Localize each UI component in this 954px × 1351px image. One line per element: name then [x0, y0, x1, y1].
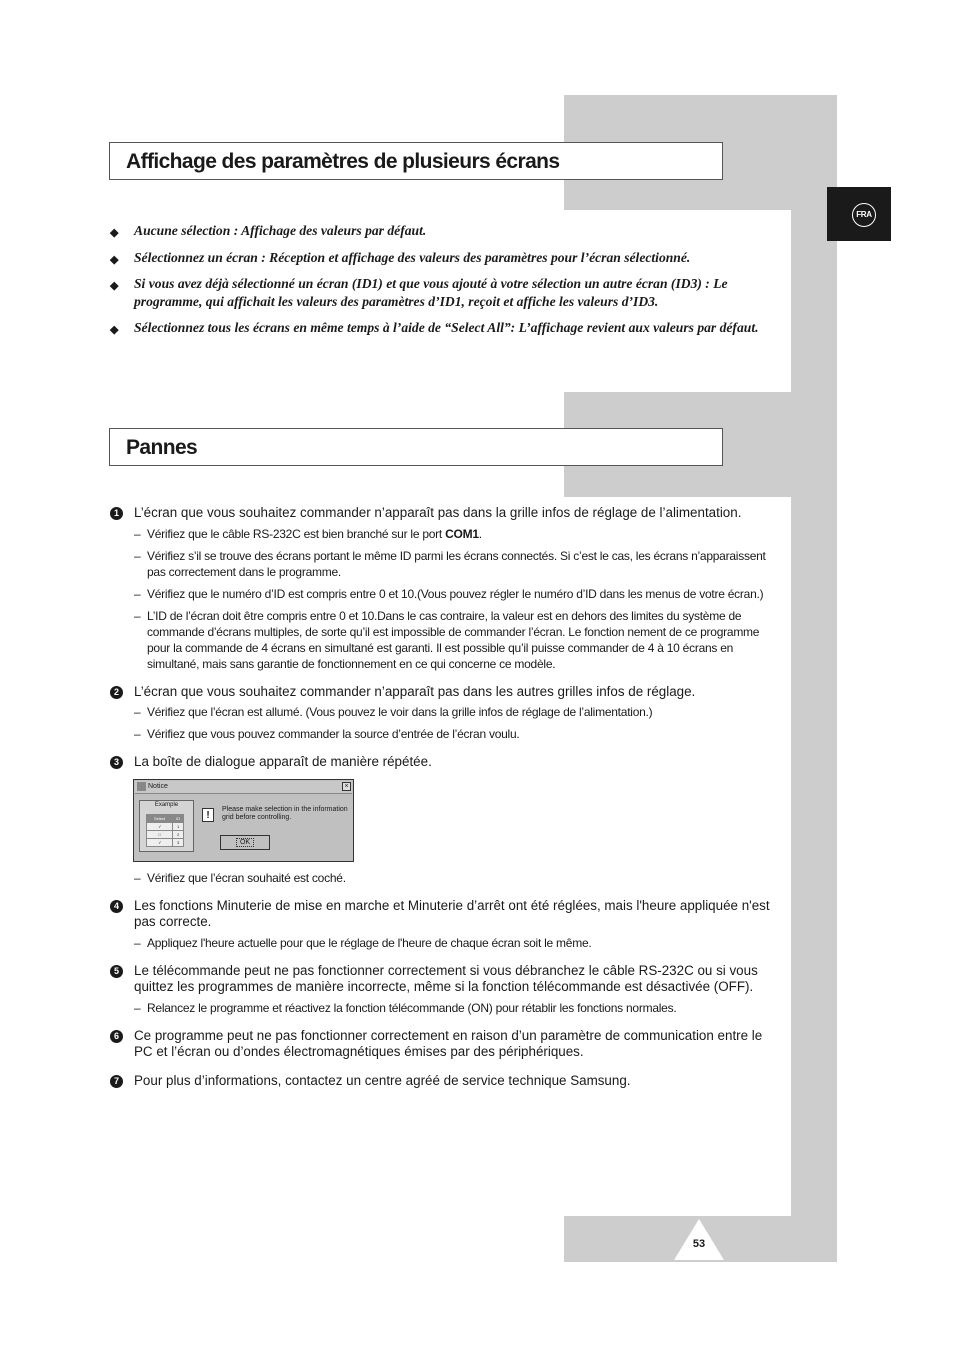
fault-sub-item: [134, 526, 770, 542]
fault-item: [110, 1073, 770, 1090]
display-bullet-item: [110, 222, 765, 240]
faults-list: [110, 505, 770, 1101]
warning-icon: !: [202, 808, 214, 822]
dash-bullet: –: [134, 705, 141, 719]
diamond-bullet-icon: ◆: [110, 324, 119, 336]
diamond-bullet-icon: ◆: [110, 280, 119, 292]
fault-sub-text: L’ID de l’écran doit être compris entre 0 et 10.Dans le cas contraire, la valeur est en dehors des limites du système de commande d’écrans multiples, de sorte qu’il est impossible de commander l’écran. Le fonction nement de ce programme pour la commande de 4 écrans en simultané est garanti. Il est possible qu’il puisse commander de 4 à 10 écrans en simultané, mais sans garantie de fonctionnement en ce qui concerne ce modèle.: [147, 608, 760, 671]
fault-number-badge: 5: [110, 965, 123, 978]
fault-sub-text: Appliquez l'heure actuelle pour que le réglage de l'heure de chaque écran soit le même.: [147, 935, 592, 950]
fault-sub-item: [134, 726, 770, 742]
dash-bullet: –: [134, 870, 141, 885]
fault-item: [110, 684, 770, 743]
fault-sub-list: [134, 704, 770, 742]
grid-cell: 3: [173, 838, 184, 846]
section-title-faults: Pannes: [109, 428, 723, 466]
display-bullet-text: Si vous avez déjà sélectionné un écran (ID1) et que vous ajouté à votre sélection un autre écran (ID3) : Le programme, qui affichait les valeurs des paramètres d’ID1, reçoit et affiche les valeurs d’ID3.: [134, 276, 728, 309]
fault-sub-list: [134, 526, 770, 672]
fault-item: [110, 1028, 770, 1061]
fault-sub-item: [134, 704, 770, 720]
fault-item: [110, 754, 770, 886]
fault-sub-text: Vérifiez que l’écran est allumé. (Vous pouvez le voir dans la grille infos de réglage de l’alimentation.): [147, 705, 653, 719]
fault-text: La boîte de dialogue apparaît de manière répétée.: [134, 754, 432, 769]
dialog-title: Notice: [148, 782, 168, 790]
fault-text: L’écran que vous souhaitez commander n’apparaît pas dans les autres grilles infos de réglage.: [134, 683, 696, 699]
close-icon[interactable]: ×: [342, 782, 351, 791]
fault-number-badge: 2: [110, 686, 123, 699]
grid-cell: 1: [173, 822, 184, 830]
diamond-bullet-icon: ◆: [110, 253, 119, 266]
fault-sub-item: [134, 608, 770, 672]
dialog-titlebar: [135, 781, 352, 794]
display-bullet-item: [110, 249, 765, 267]
example-grid-panel: [139, 800, 194, 852]
display-bullet-text: Sélectionnez un écran : Réception et affichage des valeurs des paramètres pour l’écran sélectionné.: [134, 249, 691, 265]
fault-sub-item: [134, 586, 770, 602]
fault-sub-text: Vérifiez que l’écran souhaité est coché.: [147, 870, 346, 885]
grid-cell: √: [147, 838, 173, 846]
dash-bullet: –: [134, 586, 141, 601]
fault-sub-text: Vérifiez que vous pouvez commander la source d’entrée de l’écran voulu.: [147, 727, 520, 741]
page-number: 53: [692, 1238, 706, 1250]
fault-text: L’écran que vous souhaitez commander n’apparaît pas dans la grille infos de réglage de l’alimentation.: [134, 505, 742, 520]
display-bullet-text: Aucune sélection : Affichage des valeurs par défaut.: [134, 223, 427, 238]
dash-bullet: –: [134, 526, 141, 541]
grid-row: [147, 838, 184, 846]
display-bullet-item: [110, 275, 765, 310]
ok-button[interactable]: [220, 835, 270, 850]
grid-cell: □: [147, 830, 173, 838]
diamond-bullet-icon: ◆: [110, 227, 119, 239]
fault-item: [110, 505, 770, 672]
grid-row: [147, 830, 184, 838]
example-label: Example: [154, 801, 179, 808]
fault-sub-text: Vérifiez s’il se trouve des écrans portant le même ID parmi les écrans connectés. Si c’est le cas, les écrans n’apparaissent pas correctement dans le programme.: [147, 548, 766, 579]
fault-item: [110, 963, 770, 1016]
notice-dialog-screenshot: [133, 779, 354, 862]
dash-bullet: –: [134, 1000, 141, 1015]
fault-sub-text: Vérifiez que le câble RS-232C est bien branché sur le port COM1.: [147, 526, 482, 541]
grid-cell: √: [147, 822, 173, 830]
fault-sub-text: Relancez le programme et réactivez la fonction télécommande (ON) pour rétablir les fonctions normales.: [147, 1000, 677, 1015]
section-title-display: Affichage des paramètres de plusieurs écrans: [109, 142, 723, 180]
fault-sub-list: [134, 870, 770, 886]
fault-sub-item: [134, 548, 770, 580]
fault-text: Les fonctions Minuterie de mise en marche et Minuterie d’arrêt ont été réglées, mais l'heure appliquée n'est pas correcte.: [134, 897, 770, 929]
window-icon: [137, 782, 146, 791]
dash-bullet: –: [134, 935, 141, 950]
fault-text: Pour plus d’informations, contactez un centre agréé de service technique Samsung.: [134, 1072, 631, 1088]
fault-text: Ce programme peut ne pas fonctionner correctement en raison d’un paramètre de communication entre le PC et l’écran ou d’ondes électromagnétiques émises par des périphériques.: [134, 1027, 763, 1059]
fault-sub-text: Vérifiez que le numéro d’ID est compris entre 0 et 10.(Vous pouvez régler le numéro d’ID dans les menus de votre écran.): [147, 586, 764, 601]
fault-number-badge: 7: [110, 1075, 123, 1088]
language-badge: FRA: [852, 203, 876, 227]
fault-text: Le télécommande peut ne pas fonctionner correctement si vous débranchez le câble RS-232C ou si vous quittez les programmes de manière incorrecte, même si la fonction télécommande est désactivée (OFF).: [134, 962, 758, 994]
fault-sub-item: [134, 1000, 770, 1016]
fault-number-badge: 6: [110, 1030, 123, 1043]
dash-bullet: –: [134, 548, 141, 563]
display-bullet-list: [110, 222, 765, 346]
fault-sub-item: [134, 870, 770, 886]
fault-sub-item: [134, 935, 770, 951]
ok-button-label: OK: [236, 838, 254, 847]
grid-header-cell: Select: [147, 814, 173, 822]
dash-bullet: –: [134, 727, 141, 741]
dialog-message: Please make selection in the information grid before controlling.: [222, 805, 348, 821]
fault-item: [110, 898, 770, 951]
display-bullet-item: [110, 319, 765, 337]
fault-sub-list: [134, 935, 770, 951]
fault-sub-list: [134, 1000, 770, 1016]
example-grid: [146, 814, 184, 847]
dash-bullet: –: [134, 608, 141, 623]
grid-row: [147, 822, 184, 830]
fault-number-badge: 4: [110, 900, 123, 913]
fault-number-badge: 3: [110, 756, 123, 769]
display-bullet-text: Sélectionnez tous les écrans en même temps à l’aide de “Select All”: L’affichage revient aux valeurs par défaut.: [134, 320, 759, 335]
grid-cell: 2: [173, 830, 184, 838]
grid-header-cell: ID: [173, 814, 184, 822]
fault-number-badge: 1: [110, 507, 123, 520]
